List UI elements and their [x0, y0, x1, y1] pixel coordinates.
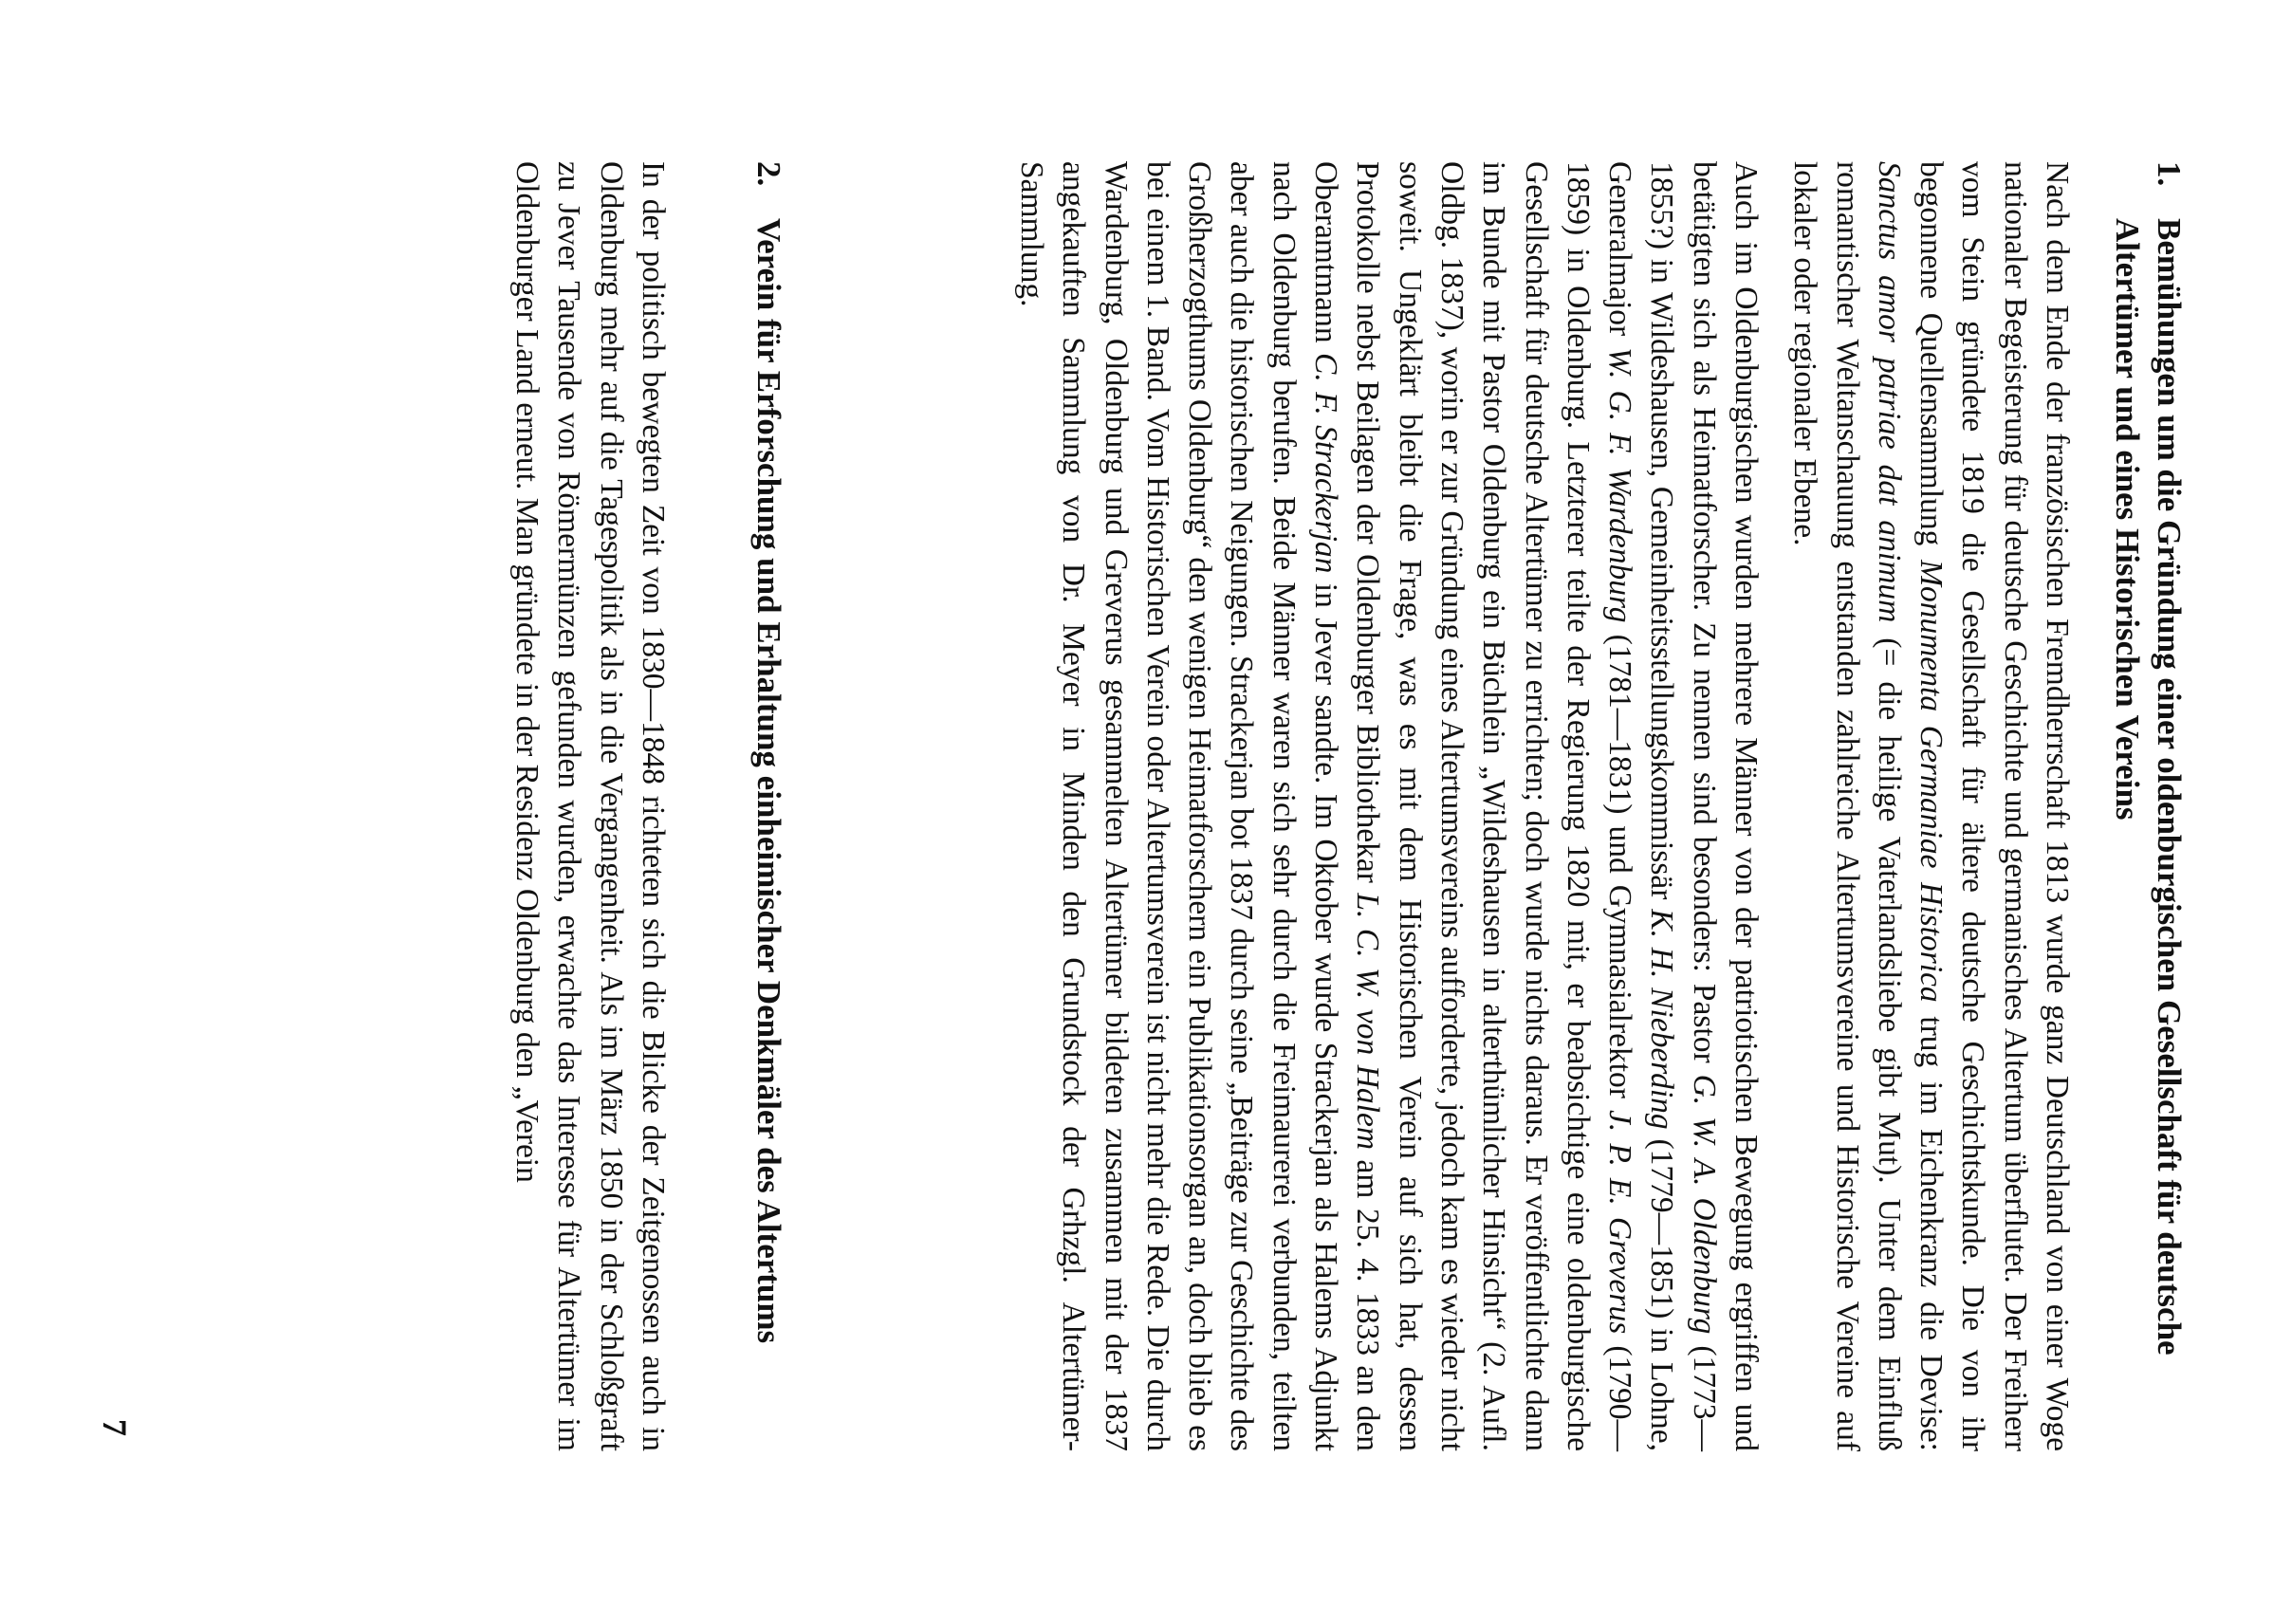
person-name-von-halem: L. C. W. von Halem: [1350, 893, 1386, 1151]
section-1-heading: [2106, 161, 2190, 1451]
paragraph-2-text: (1779—1851) in Lohne, Generalmajor: [1602, 161, 1680, 1451]
section-1-number: 1.: [2151, 161, 2188, 187]
person-name-wardenburg: W. G. F. Wardenburg: [1602, 347, 1638, 623]
paragraph-1-text: trug im Eichenkranz die Devise:: [1913, 1002, 1950, 1451]
person-name-nieberding: K. H. Nieberding: [1644, 909, 1680, 1130]
paragraph-2-text: (1773—1855?) in Wildeshausen, Gemeinheitsstellungskommissär: [1644, 161, 1722, 1451]
section-2-number: 2.: [750, 161, 787, 187]
paragraph-3: In der politisch bewegten Zeit von 1830—1848 richteten sich die Blicke der Zeitgenossen auch in Oldenburg mehr auf die Tagespolitik als in die Vergangenheit. Als im März 1850 in der Schloßgraft zu Jever Tausende von Römermünzen gefunden wurden, erwachte das Interesse für Altertümer im Oldenburger Land erneut. Man gründete in der Residenz Oldenburg den „Verein: [509, 161, 671, 1451]
paragraph-2-text: (1781—1831) und Gymnasialrektor: [1602, 622, 1638, 1111]
section-1-title: Bemühungen um die Gründung einer oldenburgischen Gesellschaft für deutsche Altertümer und eines Historischen Vereins: [2109, 218, 2188, 1356]
paragraph-2-text: Auch im Oldenburgischen wurden mehrere Männer von der patriotischen Bewegung ergriffen und betätigten sich als Heimatforscher. Zu nennen sind besonders: Pastor: [1686, 161, 1764, 1451]
document-page: [96, 161, 2190, 1452]
paragraph-2-text: am 25. 4. 1833 an den Oberamtmann: [1308, 161, 1386, 1451]
paragraph-1: [1784, 161, 2078, 1451]
person-name-oldenburg: G. W. A. Oldenburg: [1686, 1074, 1722, 1335]
paragraph-2-text: (1790—1859) in Oldenburg. Letzterer teilte der Regierung 1820 mit, er beabsichtige eine oldenburgische Gesellschaft für deutsche Altertümer zu errichten; doch wurde nichts daraus. Er veröffentlichte dann im Bunde mit Pastor Oldenburg ein Büchlein „Wildeshausen in alterthümlicher Hinsicht“ (2. Aufl. Oldbg. 1837), worin er zur Gründung eines Altertumsvereins aufforderte, jedoch kam es wieder nicht soweit. Ungeklärt bleibt die Frage, was es mit dem Historischen Verein auf sich hat, dessen Protokolle nebst Beilagen der Oldenburger Bibliothekar: [1350, 161, 1638, 1451]
paragraph-1-italic-motto: Sanctus amor patriae dat animum: [1871, 161, 1907, 623]
section-2-heading: [748, 161, 789, 1451]
page-number: 7: [96, 1419, 134, 1436]
person-name-strackerjan: C. F. Strackerjan: [1308, 353, 1344, 574]
paragraph-1-text: (= die heilige Vaterlandsliebe gibt Mut). Unter dem Einfluß romantischer Weltanschauung entstanden zahlreiche Altertumsvereine und Historische Vereine auf lokaler oder regionaler Ebene.: [1787, 161, 1907, 1452]
section-2-title: Verein für Erforschung und Erhaltung einheimischer Denkmäler des Altertums: [750, 218, 787, 1344]
paragraph-1-text: Nach dem Ende der französischen Fremdherrschaft 1813 wurde ganz Deutschland von einer Woge nationaler Begeisterung für deutsche Geschichte und germanisches Altertum überflutet. Der Freiherr vom Stein gründete 1819 die Gesellschaft für ältere deutsche Geschichtskunde. Die von ihr begonnene Quellensammlung: [1913, 161, 2075, 1451]
person-name-greverus: J. P. E. Greverus: [1602, 1110, 1638, 1335]
paragraph-2: [1010, 161, 1766, 1451]
paragraph-2-text: in Jever sandte. Im Oktober wurde Strackerjan als Halems Adjunkt nach Oldenburg berufen. Beide Männer waren sich sehr durch die Freimaurerei verbunden, teilten aber auch die historischen Neigungen. Strackerjan bot 1837 durch seine „Beiträge zur Geschichte des Großherzogthums Oldenburg“ den wenigen Heimatforschern ein Publikationsorgan an, doch blieb es bei einem 1. Band. Vom Historischen Verein oder Altertumsverein ist nicht mehr die Rede. Die durch Wardenburg, Oldenburg und Greverus gesammelten Altertümer bildeten zusammen mit der 1837 angekauften Sammlung von Dr. Meyer in Minden den Grundstock der Grhzgl. Altertümer-Sammlung.: [1013, 161, 1344, 1451]
paragraph-1-italic-title: Monumenta Germaniae Historica: [1913, 560, 1950, 1003]
